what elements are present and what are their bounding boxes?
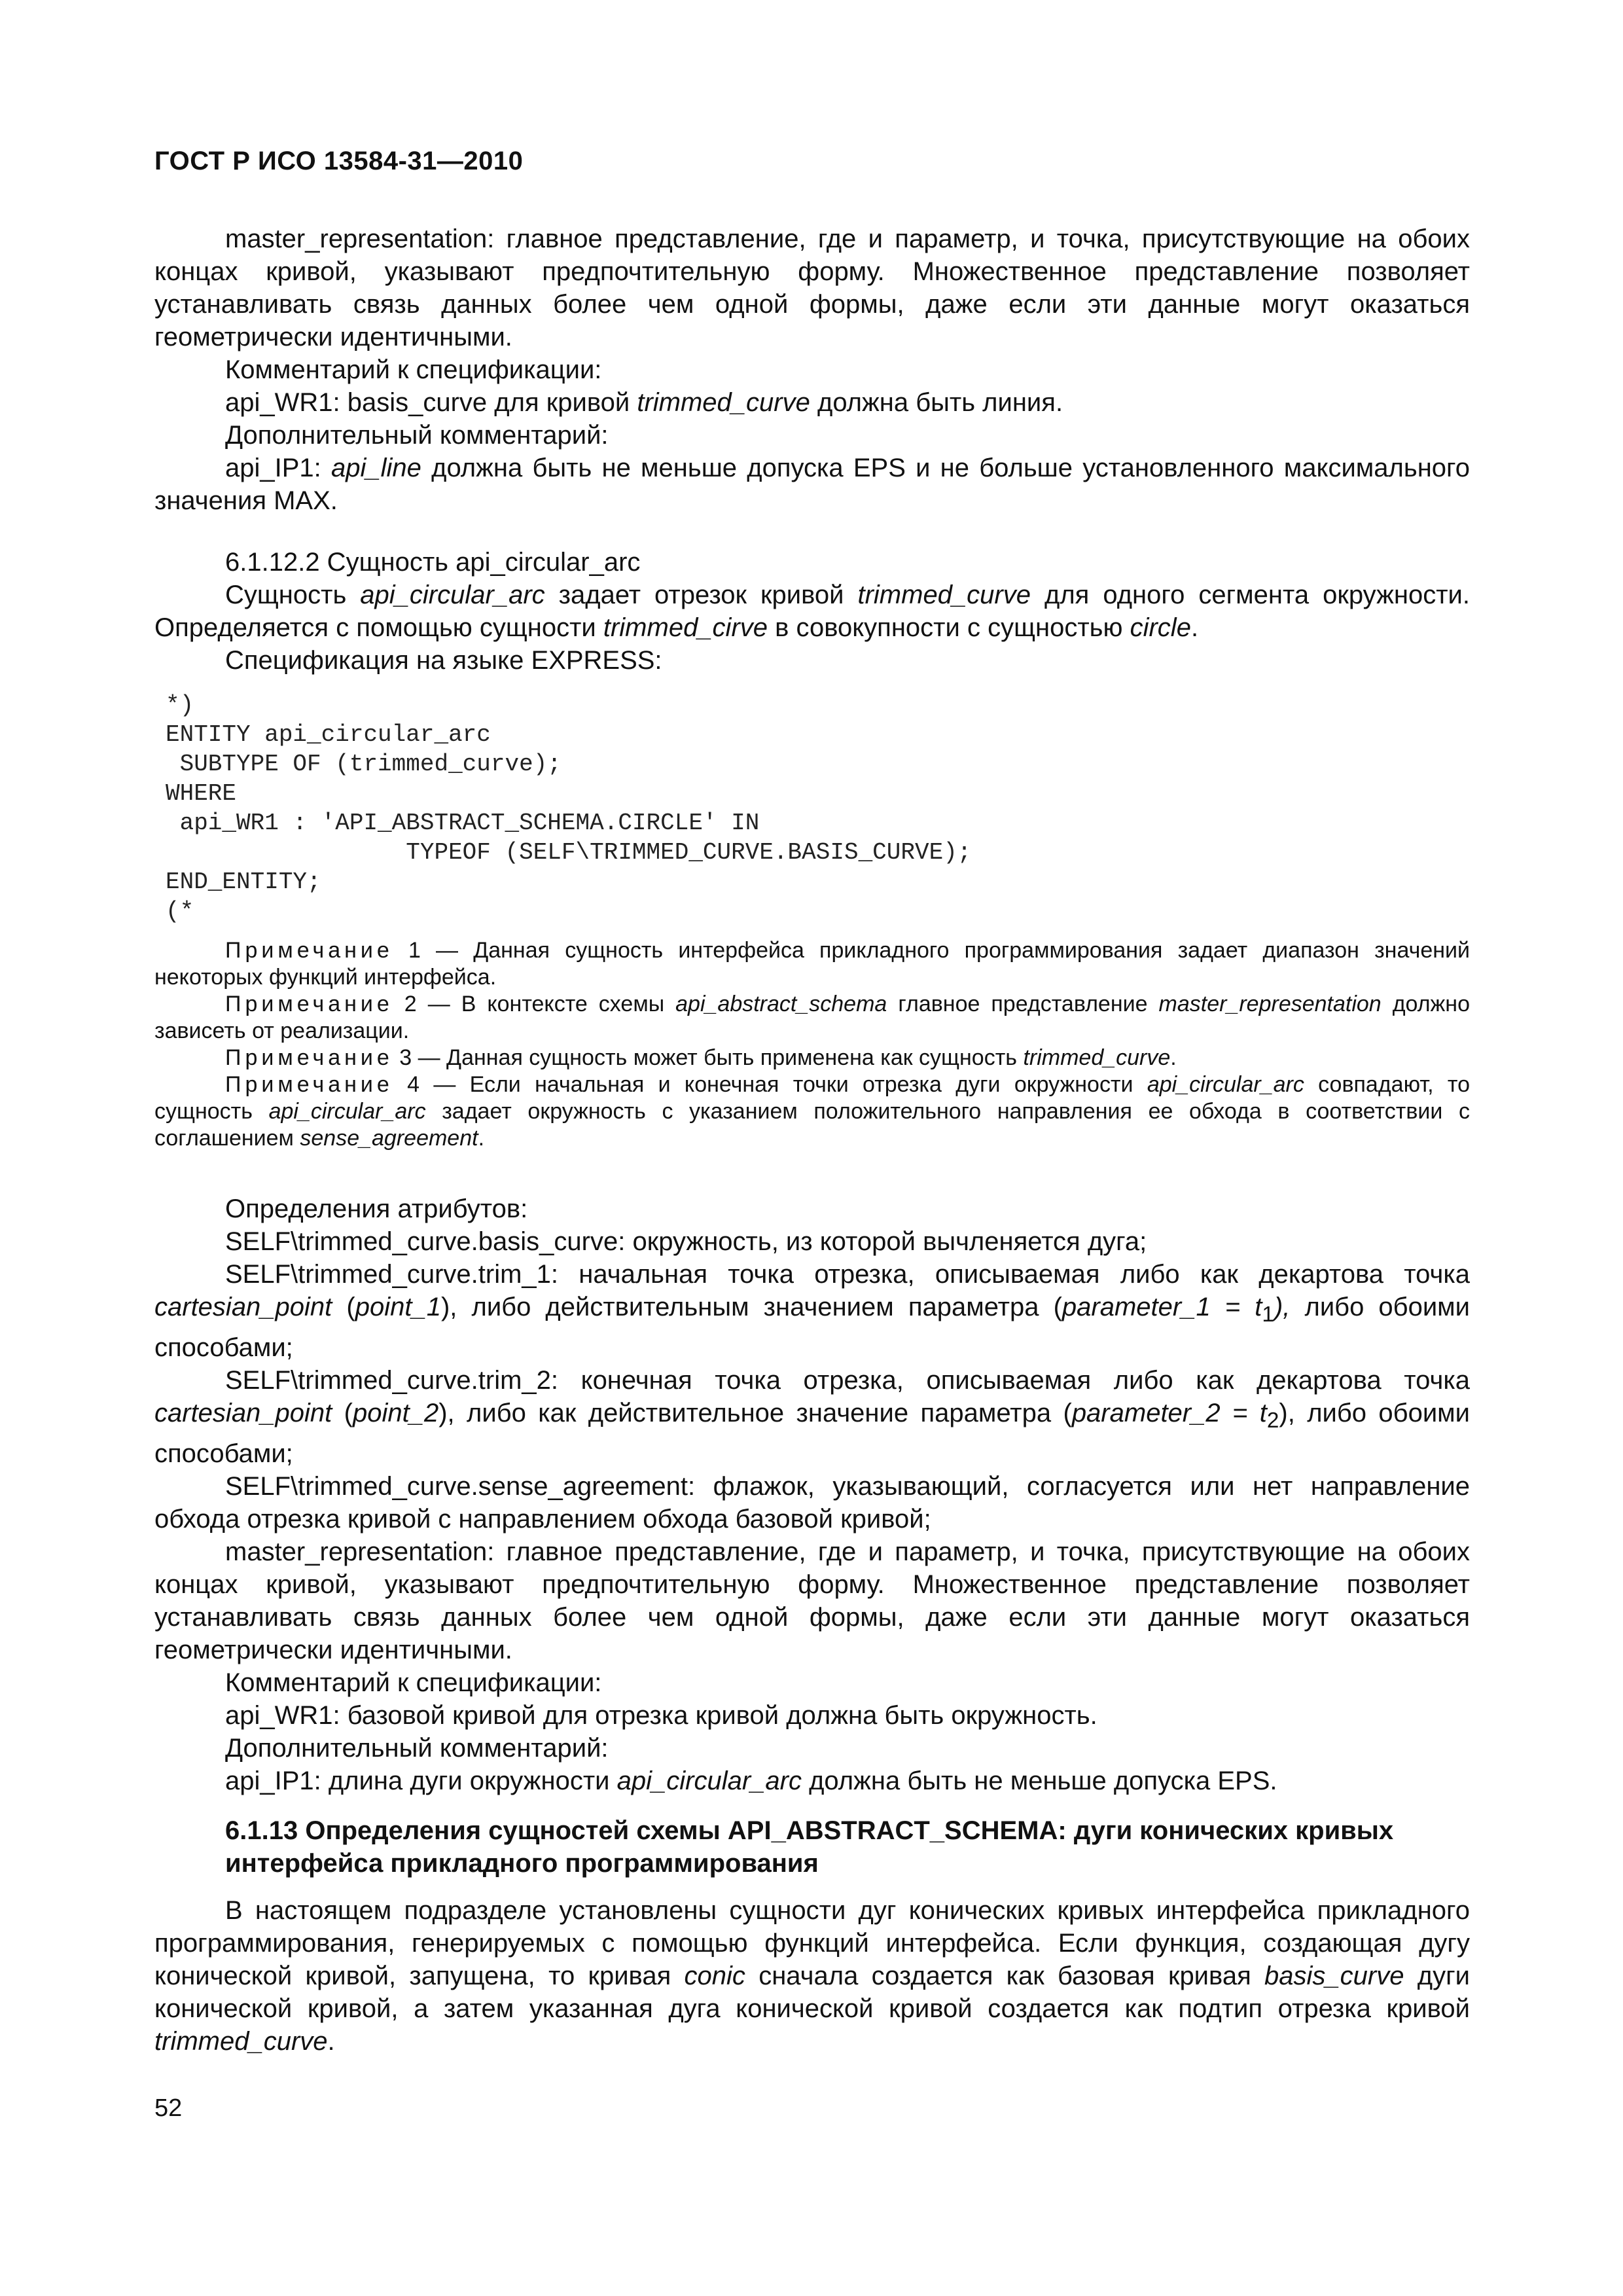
attributes-heading: Определения атрибутов: [225, 1194, 528, 1223]
note-4: Примечание 4 — Если начальная и конечная точки отрезка дуги окружности api_circular_arc совпадают, то сущность api_circular_arc задает окружность с указанием положительного направления ее обхода в соответствии с соглашением sense_agreement. [154, 1072, 1471, 1151]
spec-comment-label: Комментарий к спецификации: [225, 355, 602, 384]
section-title: 6.1.12.2 Сущность api_circular_arc [225, 548, 641, 577]
attr-trim-1: SELF\trimmed_curve.trim_1: начальная точка отрезка, описываемая либо как декартова точка cartesian_point (point_1), либо действительным значением параметра (parameter_1 = $t_1$), либо обоими способами; [154, 1260, 1471, 1362]
subsection-title-line2: интерфейса прикладного программирования [225, 1849, 819, 1878]
attr-master-representation: master_representation: главное представление, где и параметр, и точка, присутствующие на обоих концах кривой, указывают предпочтительную форму. Множественное представление позволяет устанавливать связь данных более чем одной формы, даже если эти данные могут оказаться геометрически идентичными. [154, 1537, 1470, 1664]
note-1: Примечание 1 — Данная сущность интерфейса прикладного программирования задает диапазон значений некоторых функций интерфейса. [154, 938, 1470, 990]
subsection-body: В настоящем подразделе установлены сущности дуг конических кривых интерфейса прикладного программирования, генерируемых с помощью функций интерфейса. Если функция, создающая дугу конической кривой, запущена, то кривая conic сначала создается как базовая кривая basis_curve дуги конической кривой, а затем указанная дуга конической кривой создается как подтип отрезка кривой trimmed_curve. [154, 1896, 1471, 2056]
subsection-6-1-13 [154, 1814, 1470, 2058]
page-number: 52 [154, 2094, 183, 2122]
note-3: Примечание 3 — Данная сущность может быть применена как сущность trimmed_curve. [225, 1045, 1177, 1070]
attr-basis-curve: SELF\trimmed_curve.basis_curve: окружность, из которой вычленяется дуга; [225, 1227, 1147, 1256]
extra-comment-label: Дополнительный комментарий: [225, 421, 609, 450]
subsection-title-line1: 6.1.13 Определения сущностей схемы API_ABSTRACT_SCHEMA: дуги конических кривых [225, 1816, 1394, 1845]
spec-comment-label-2: Комментарий к спецификации: [225, 1668, 602, 1697]
section-6-1-12-2 [154, 546, 1470, 677]
api-ip1-paragraph: api_IP1: api_line должна быть не меньше допуска EPS и не больше установленного максимального значения MAX. [154, 454, 1471, 515]
note-2: Примечание 2 — В контексте схемы api_abstract_schema главное представление master_representation должно зависеть от реализации. [154, 992, 1470, 1043]
express-code-block: *) ENTITY api_circular_arc SUBTYPE OF (trimmed_curve); WHERE api_WR1 : 'API_ABSTRACT_SCHEMA.CIRCLE' IN TYPEOF (SELF\TRIMMED_CURVE.BASIS_CURVE); END_ENTITY; (* [166, 692, 972, 925]
notes-block [154, 937, 1470, 1152]
section-description: Сущность api_circular_arc задает отрезок кривой trimmed_curve для одного сегмента окружности. Определяется с помощью сущности trimmed_cirve в совокупности с сущностью circle. [154, 581, 1471, 642]
attributes-block [154, 1193, 1470, 1797]
intro-block [154, 223, 1470, 517]
api-ip1-paragraph-2: api_IP1: длина дуги окружности api_circular_arc должна быть не меньше допуска EPS. [225, 1767, 1277, 1795]
express-spec-label: Спецификация на языке EXPRESS: [225, 646, 662, 675]
api-wr1-paragraph: api_WR1: basis_curve для кривой trimmed_curve должна быть линия. [225, 388, 1063, 417]
attr-trim-2: SELF\trimmed_curve.trim_2: конечная точка отрезка, описываемая либо как декартова точка cartesian_point (point_2), либо как действительное значение параметра (parameter_2 = $t_2$), либо обоими способами; [154, 1366, 1471, 1468]
api-wr1-paragraph-2: api_WR1: базовой кривой для отрезка кривой должна быть окружность. [225, 1701, 1097, 1730]
extra-comment-label-2: Дополнительный комментарий: [225, 1734, 609, 1763]
attr-sense-agreement: SELF\trimmed_curve.sense_agreement: флажок, указывающий, согласуется или нет направление обхода отрезка кривой с направлением обхода базовой кривой; [154, 1472, 1470, 1534]
master-representation-paragraph: master_representation: главное представление, где и параметр, и точка, присутствующие на обоих концах кривой, указывают предпочтительную форму. Множественное представление позволяет устанавливать связь данных более чем одной формы, даже если эти данные могут оказаться геометрически идентичными. [154, 224, 1470, 351]
standard-header: ГОСТ Р ИСО 13584-31—2010 [154, 147, 524, 175]
